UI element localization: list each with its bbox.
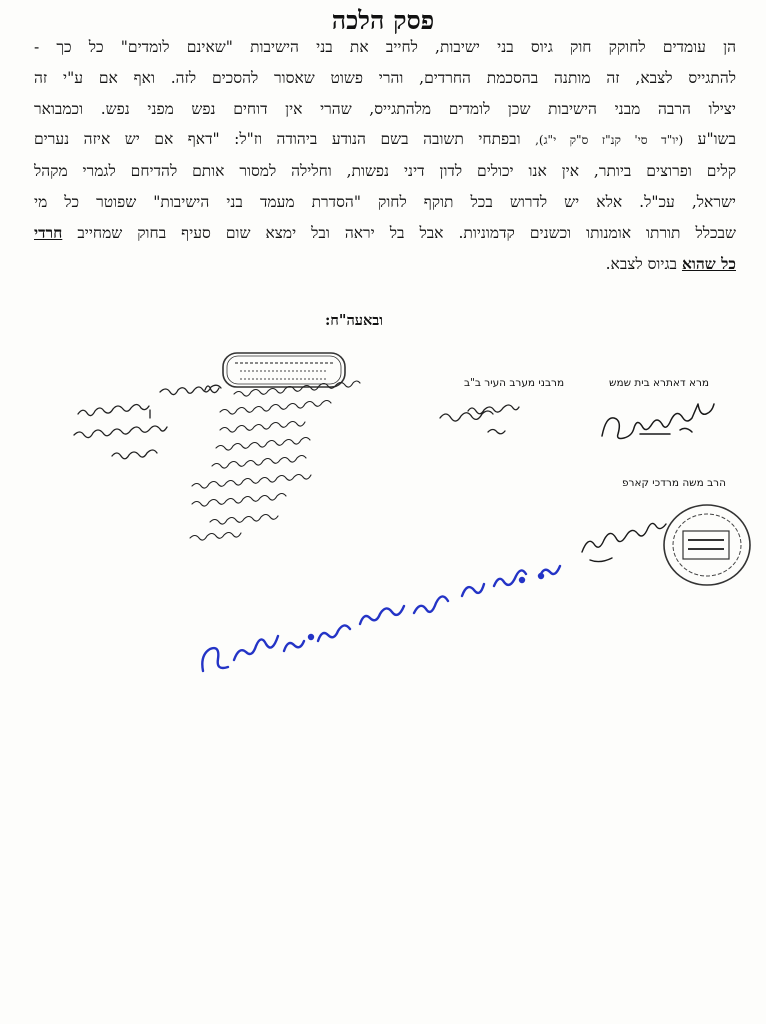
signature-bnei-brak <box>440 405 519 434</box>
handwritten-approval-center <box>190 381 360 540</box>
signature-title-bnei-brak: מרבני מערב העיר ב"ב <box>464 377 565 389</box>
body-line-7-text: שבכלל תורתו אומנותו וכשנים קדמוניות. אבל בל יראה ובל ימצא שום סעיף בחוק שמחייב <box>77 223 736 242</box>
body-line-5: קלים ופרוצים ביותר, אין אנו יכולים לדון דיני נפשות, וחלילה למסור אותם להדיחם לגמרי מקהל <box>34 162 736 181</box>
signature-blue-ink <box>202 566 560 671</box>
handwritten-approval-left <box>74 385 221 459</box>
body-line-4-prefix: בשו"ע <box>697 130 736 149</box>
document-body <box>34 32 736 279</box>
stamp-top-center <box>223 353 345 387</box>
body-line-4-text: ובפתחי תשובה בשם הנודע ביהודה וז"ל: "דאף אם יש איזה נערים <box>34 130 521 149</box>
signature-title-beit-shemesh: מרא דאתרא בית שמש <box>609 377 710 389</box>
body-line-7 <box>34 218 736 249</box>
body-line-1: הן עומדים לחוקק חוק גיוס בני ישיבות, לחייב את בני הישיבות "שאינם לומדים" כל כך - <box>34 38 736 56</box>
body-line-4-citation: (יו"ד סי' קנ"ז ס"ק י"ג), <box>535 133 684 148</box>
body-line-2: להתגייס לצבא, זה מותנה בהסכמת החרדים, והרי פשוט שאסור להסכים לזה. ואף אם ע"י זה <box>34 68 736 87</box>
body-line-8-text: בגיוס לצבא. <box>605 254 678 273</box>
body-line-7-emphasis: חרדי <box>34 222 63 242</box>
body-line-4 <box>34 124 736 156</box>
signature-karp <box>582 523 666 561</box>
closing-line: ובאעה"ח: <box>324 312 383 329</box>
body-line-8-emphasis: כל שהוא <box>681 253 736 273</box>
stamp-bottom-right <box>664 505 750 585</box>
body-line-3: יצילו הרבה מבני הישיבות שכן לומדים מלהתגייס, שהרי אין דוחים נפש מפני נפש. וכמבואר <box>34 99 736 118</box>
body-line-8 <box>34 249 736 280</box>
signature-beit-shemesh <box>602 404 714 439</box>
body-line-6: ישראל, עכ"ל. אלא יש לדרוש בכל תוקף לחוק "הסדרת מעמד בני הישיבות" שפוטר כל מי <box>34 192 736 211</box>
signature-title-karp: הרב משה מרדכי קארפ <box>622 477 726 489</box>
document-title: פסק הלכה <box>331 6 435 35</box>
